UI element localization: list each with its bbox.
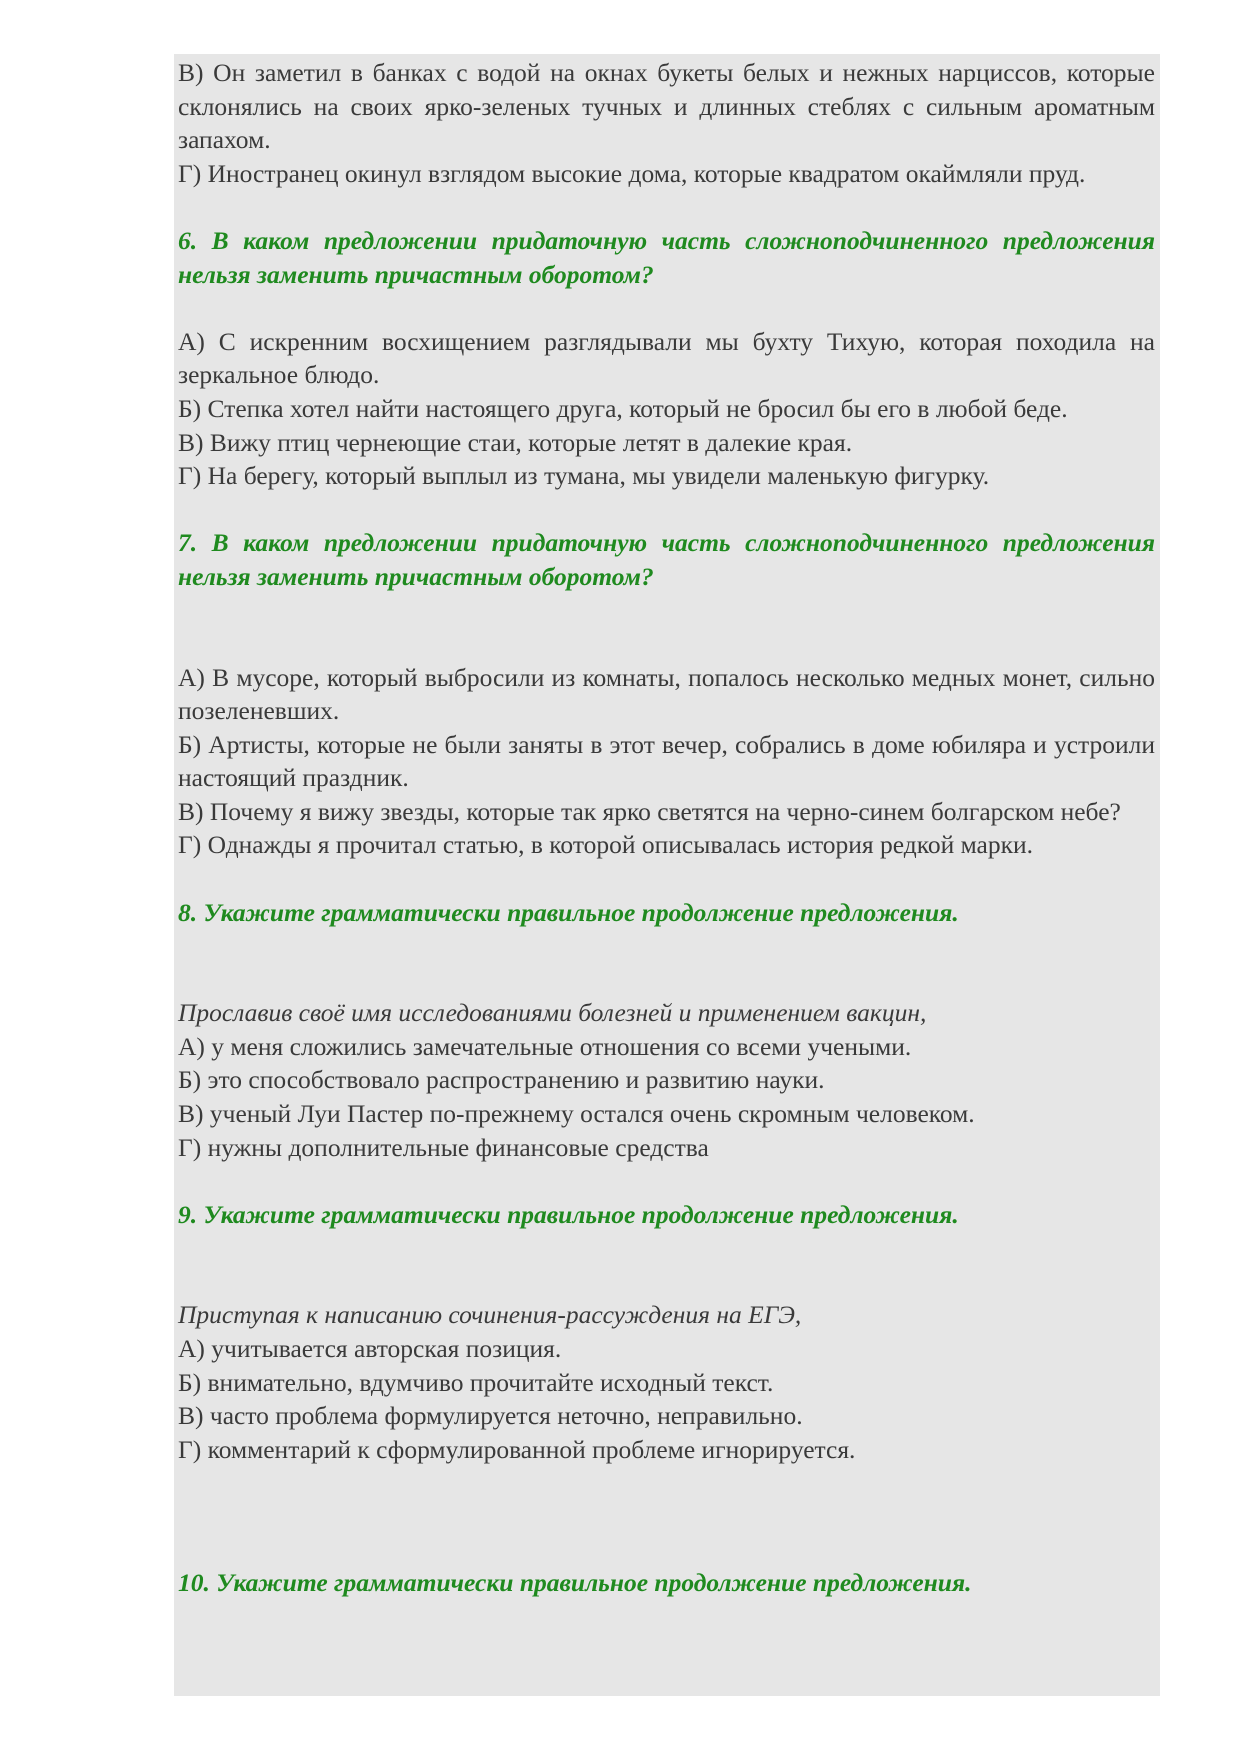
question-8-lead: Прославив своё имя исследованиями болезней и применением вакцин, (178, 998, 927, 1028)
option-text: В) Он заметил в банках с водой на окнах букеты белых и нежных нарциссов, которые склонялись на своих ярко-зеленых тучных и длинных стеблях с сильным ароматным запахом. (178, 58, 1155, 155)
question-9-title: 9. Укажите грамматически правильное продолжение предложения. (178, 1199, 959, 1229)
option-text: Г) Однажды я прочитал статью, в которой описывалась история редкой марки. (178, 830, 1034, 860)
option-text: В) часто проблема формулируется неточно, неправильно. (178, 1401, 803, 1431)
question-10-title: 10. Укажите грамматически правильное продолжение предложения. (178, 1568, 972, 1598)
option-text: В) ученый Луи Пастер по-прежнему остался очень скромным человеком. (178, 1099, 975, 1129)
option-text: А) учитывается авторская позиция. (178, 1334, 562, 1363)
option-text: А) С искренним восхищением разглядывали мы бухту Тихую, которая походила на зеркальное блюдо. (178, 326, 1155, 390)
option-text: Б) Степка хотел найти настоящего друга, который не бросил бы его в любой беде. (178, 393, 1068, 423)
option-text: Г) Иностранец окинул взглядом высокие дома, которые квадратом окаймляли пруд. (178, 158, 1086, 188)
option-text: Б) это способствовало распространению и развитию науки. (178, 1065, 825, 1095)
option-text: Г) нужны дополнительные финансовые средства (178, 1132, 709, 1162)
question-7-title: 7. В каком предложении придаточную часть сложноподчиненного предложения нельзя заменить причастным оборотом? (178, 528, 1155, 591)
option-text: А) В мусоре, который выбросили из комнаты, попалось несколько медных монет, сильно позеленевших. (178, 662, 1155, 726)
question-6-title: 6. В каком предложении придаточную часть сложноподчиненного предложения нельзя заменить причастным оборотом? (178, 225, 1155, 289)
question-8-title: 8. Укажите грамматически правильное продолжение предложения. (178, 897, 959, 927)
option-text: В) Почему я вижу звезды, которые так ярко светятся на черно-синем болгарском небе? (178, 796, 1121, 826)
question-9-lead: Приступая к написанию сочинения-рассуждения на ЕГЭ, (178, 1300, 802, 1330)
option-text: Б) Артисты, которые не были заняты в этот вечер, собрались в доме юбиляра и устроили настоящий праздник. (178, 729, 1155, 793)
option-text: А) у меня сложились замечательные отношения со всеми учеными. (178, 1031, 912, 1061)
option-text: Г) На берегу, который выплыл из тумана, мы увидели маленькую фигурку. (178, 461, 990, 491)
option-text: Б) внимательно, вдумчиво прочитайте исходный текст. (178, 1367, 774, 1397)
document-content (178, 56, 1155, 1600)
option-text: Г) комментарий к сформулированной проблеме игнорируется. (178, 1434, 856, 1464)
option-text: В) Вижу птиц чернеющие стаи, которые летят в далекие края. (178, 427, 853, 457)
